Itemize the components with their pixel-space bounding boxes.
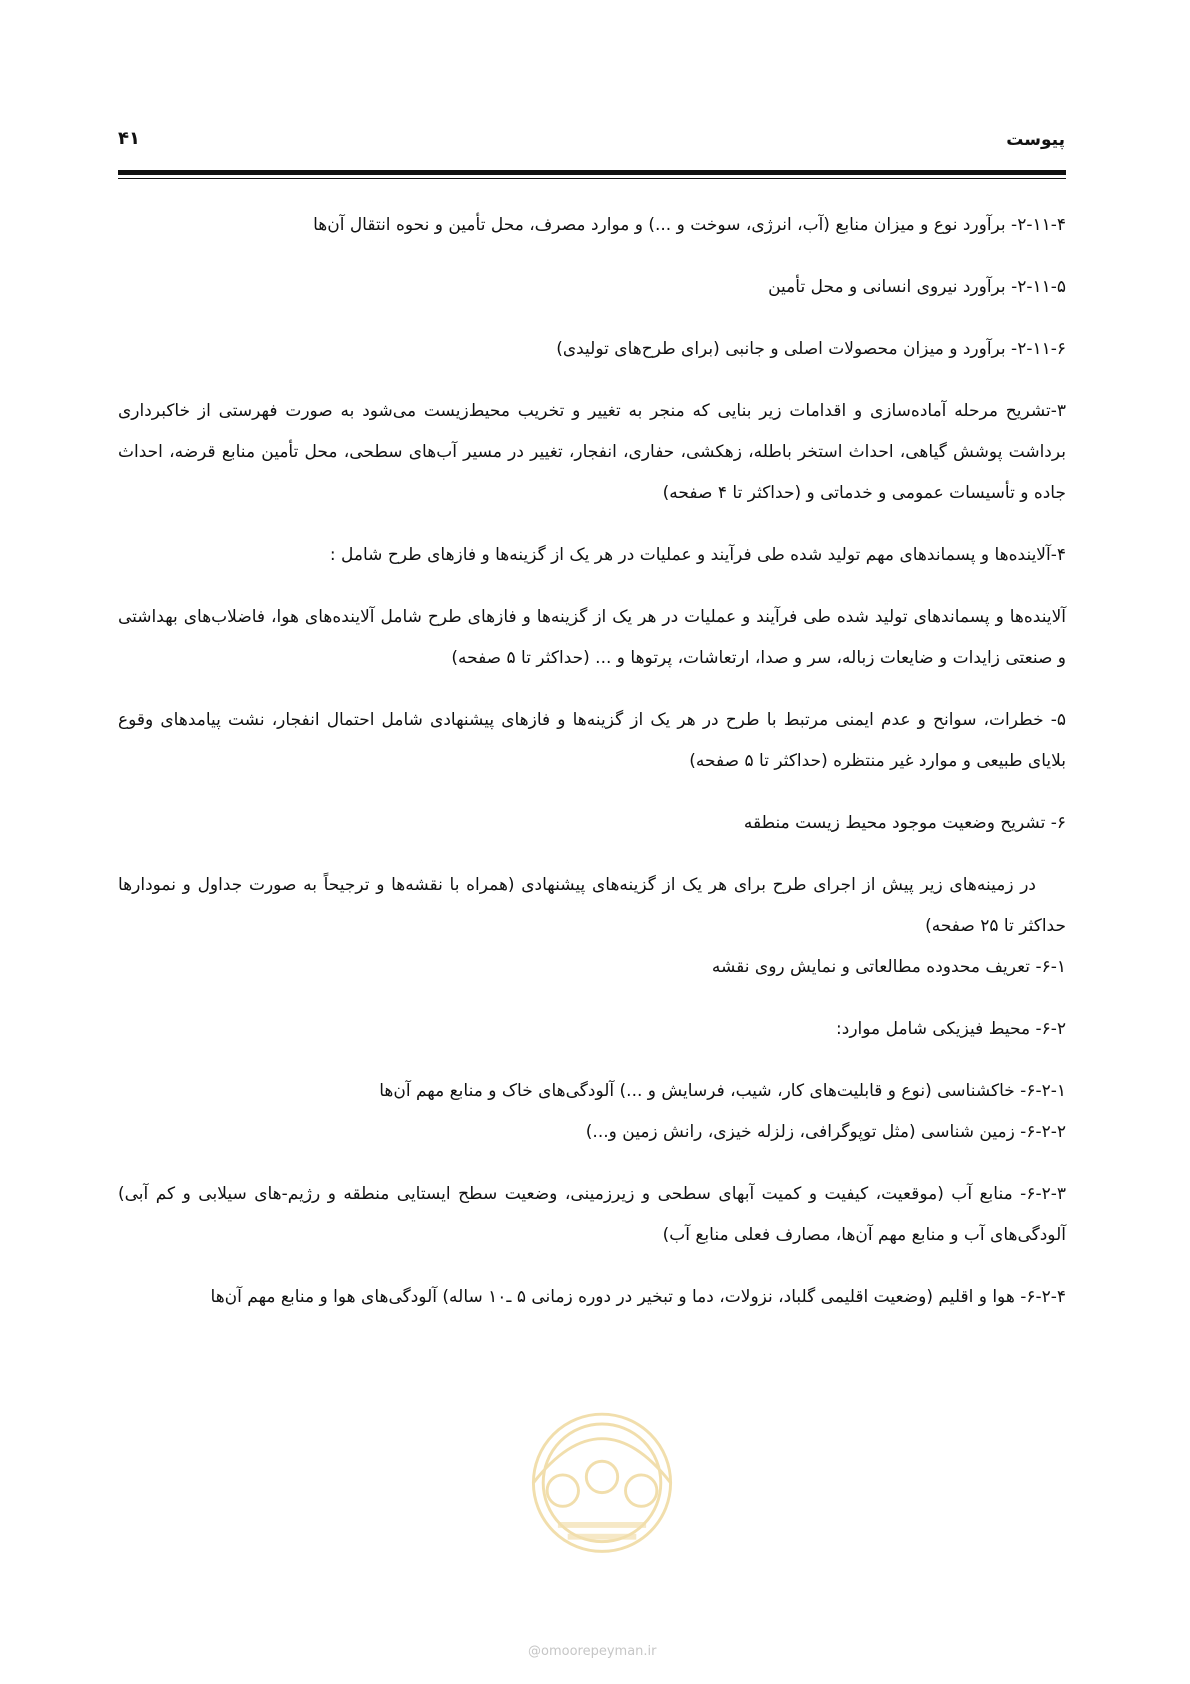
paragraph-text: ۶-۲-۳- منابع آب (موقعیت، کیفیت و کمیت آبهای سطحی و زیرزمینی، وضعیت سطح ایستایی منطقه و رژیم-های سیلابی و کم آبی) آلودگی‌های آب و منابع مهم آن‌ها، مصارف فعلی منابع آب) [118, 1184, 1066, 1245]
paragraph-gap [118, 679, 1066, 700]
paragraph-text: آلاینده‌ها و پسماندهای تولید شده طی فرآیند و عملیات در هر یک از گزینه‌ها و فازهای طرح شامل آلاینده‌های هوا، فاضلاب‌های بهداشتی و صنعتی زایدات و ضایعات زباله، سر و صدا، ارتعاشات، پرتوها و ... (حداکثر تا ۵ صفحه) [118, 607, 1066, 668]
paragraph-text: ۶- تشریح وضعیت موجود محیط زیست منطقه [743, 813, 1066, 833]
paragraph-text: ۶-۲-۱- خاکشناسی (نوع و قابلیت‌های کار، شیب، فرسایش و ...) آلودگی‌های خاک و منابع مهم آن‌ها [379, 1081, 1066, 1101]
paragraph-gap [118, 1050, 1066, 1071]
paragraph-gap [118, 514, 1066, 535]
paragraph-text: ۲-۱۱-۴- برآورد نوع و میزان منابع (آب، انرژی، سوخت و ...) و موارد مصرف، محل تأمین و نحوه انتقال آن‌ها [313, 215, 1066, 235]
paragraph-text: ۴-آلاینده‌ها و پسماندهای مهم تولید شده طی فرآیند و عملیات در هر یک از گزینه‌ها و فازهای طرح شامل : [329, 545, 1066, 565]
paragraph-text: ۶-۲- محیط فیزیکی شامل موارد: [836, 1019, 1066, 1039]
header-rule-thick [118, 170, 1066, 175]
header-rule-thin [118, 178, 1066, 179]
paragraph-gap [118, 308, 1066, 329]
paragraph-text: ۵- خطرات، سوانح و عدم ایمنی مرتبط با طرح در هر یک از گزینه‌ها و فازهای پیشنهادی شامل احتمال انفجار، نشت پیامدهای وقوع بلایای طبیعی و موارد غیر منتظره (حداکثر تا ۵ صفحه) [118, 710, 1066, 771]
paragraph-text: ۳-تشریح مرحله آماده‌سازی و اقدامات زیر بنایی که منجر به تغییر و تخریب محیط‌زیست می‌شود به صورت فهرستی از خاکبرداری برداشت پوشش گیاهی، احداث استخر باطله، زهکشی، حفاری، انفجار، تغییر در مسیر آب‌های سطحی، محل تأمین منابع قرضه، احداث جاده و تأسیسات عمومی و خدماتی و (حداکثر تا ۴ صفحه) [118, 401, 1066, 503]
paragraph-gap [118, 844, 1066, 865]
paragraph-gap [118, 246, 1066, 267]
watermark-url: @omoorepeyman.ir [528, 1644, 657, 1659]
paragraph-text: ۲-۱۱-۶- برآورد و میزان محصولات اصلی و جانبی (برای طرح‌های تولیدی) [556, 339, 1066, 359]
paragraph-gap [118, 576, 1066, 597]
header-title: پیوست [1006, 130, 1065, 150]
body-text [118, 205, 1066, 1318]
watermark-seal-icon [504, 1375, 700, 1571]
paragraph-gap [118, 1153, 1066, 1174]
paragraph-gap [118, 782, 1066, 803]
paragraph-text: ۶-۲-۲- زمین شناسی (مثل توپوگرافی، زلزله خیزی، رانش زمین و...) [585, 1122, 1066, 1142]
paragraph-text: ۲-۱۱-۵- برآورد نیروی انسانی و محل تأمین [768, 277, 1066, 297]
paragraph-text: در زمینه‌های زیر پیش از اجرای طرح برای هر یک از گزینه‌های پیشنهادی (همراه با نقشه‌ها و ترجیحاً به صورت جداول و نمودارها حداکثر تا ۲۵ صفحه) [118, 875, 1066, 936]
paragraph-gap [118, 370, 1066, 391]
paragraph-gap [118, 988, 1066, 1009]
paragraph-text: ۶-۲-۴- هوا و اقلیم (وضعیت اقلیمی گلباد، نزولات، دما و تبخیر در دوره زمانی ۵ ـ۱۰ ساله) آلودگی‌های هوا و منابع مهم آن‌ها [210, 1287, 1066, 1307]
page-number: ۴۱ [118, 128, 140, 149]
paragraph-gap [118, 1256, 1066, 1277]
paragraph-text: ۶-۱- تعریف محدوده مطالعاتی و نمایش روی نقشه [711, 957, 1066, 977]
